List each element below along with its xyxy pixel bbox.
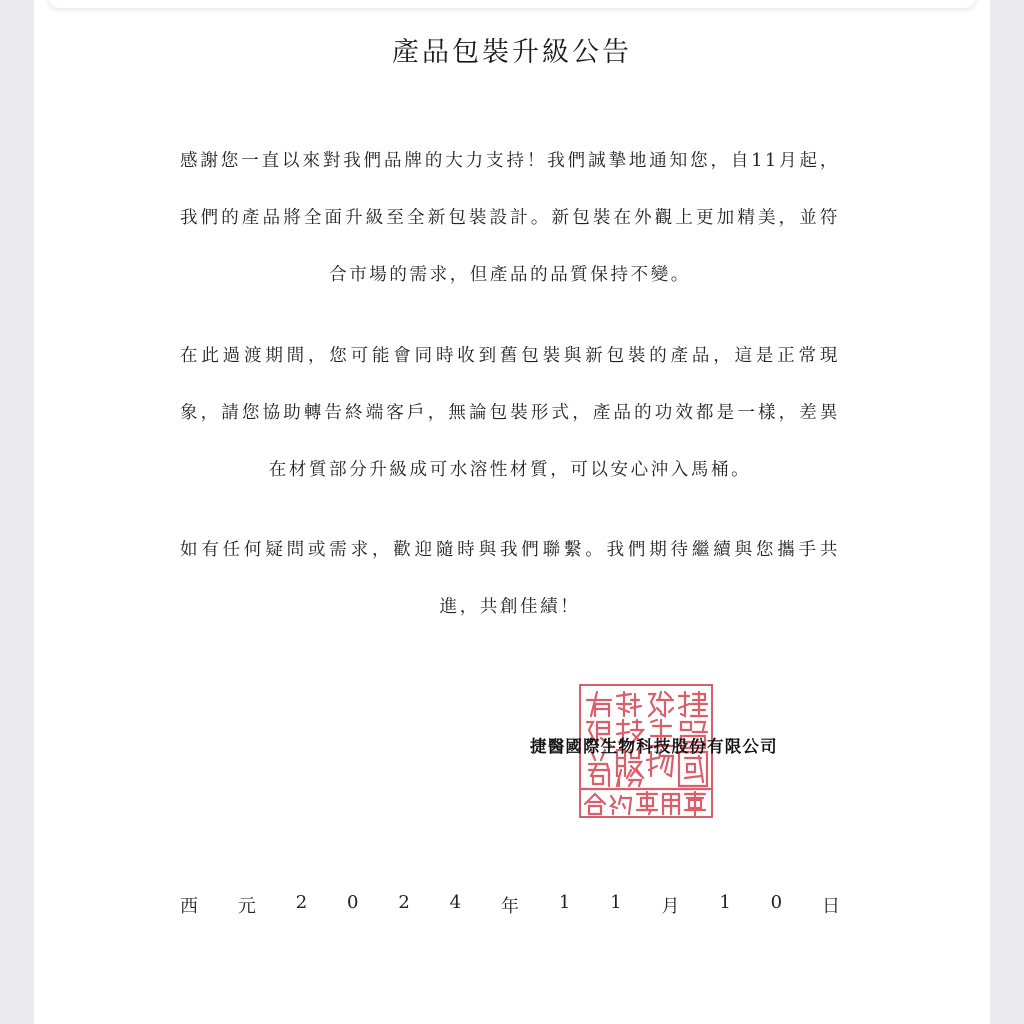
date-year-label: 年 — [500, 896, 519, 917]
date-era-char-2: 元 — [237, 896, 256, 917]
right-scrollbar[interactable] — [990, 0, 1024, 1024]
date-year-digit: 2 — [295, 892, 308, 913]
date-line — [180, 892, 840, 918]
paragraph-3: 如有任何疑問或需求，歡迎隨時與我們聯繫。我們期待繼續與您攜手共進，共創佳績！ — [180, 540, 840, 617]
date-day-digit: 0 — [770, 892, 783, 913]
paragraph-1: 感謝您一直以來對我們品牌的大力支持！我們誠摯地通知您，自11月起，我們的產品將全面升級至全新包裝設計。新包裝在外觀上更加精美，並符合市場的需求，但產品的品質保持不變。 — [180, 151, 840, 285]
date-day-digit: 1 — [719, 892, 731, 913]
date-month-digit: 1 — [558, 892, 571, 913]
date-year-digit: 2 — [398, 892, 410, 913]
date-month-label: 月 — [661, 896, 680, 917]
top-card-edge — [48, 0, 976, 8]
paragraph-2: 在此過渡期間，您可能會同時收到舊包裝與新包裝的產品，這是正常現象，請您協助轉告終端客戶，無論包裝形式，產品的功效都是一樣，差異在材質部分升級成可水溶性材質，可以安心沖入馬桶。 — [180, 346, 840, 480]
announcement-title: 產品包裝升級公告 — [392, 37, 632, 68]
date-year-digit: 4 — [449, 892, 462, 913]
date-month-digit: 1 — [610, 892, 622, 913]
left-sidebar — [0, 0, 34, 1024]
document-page — [34, 0, 990, 1024]
date-day-label: 日 — [821, 896, 840, 917]
company-name: 捷醫國際生物科技股份有限公司 — [530, 737, 778, 756]
date-year-digit: 0 — [347, 892, 359, 913]
date-era-char-1: 西 — [180, 896, 198, 917]
